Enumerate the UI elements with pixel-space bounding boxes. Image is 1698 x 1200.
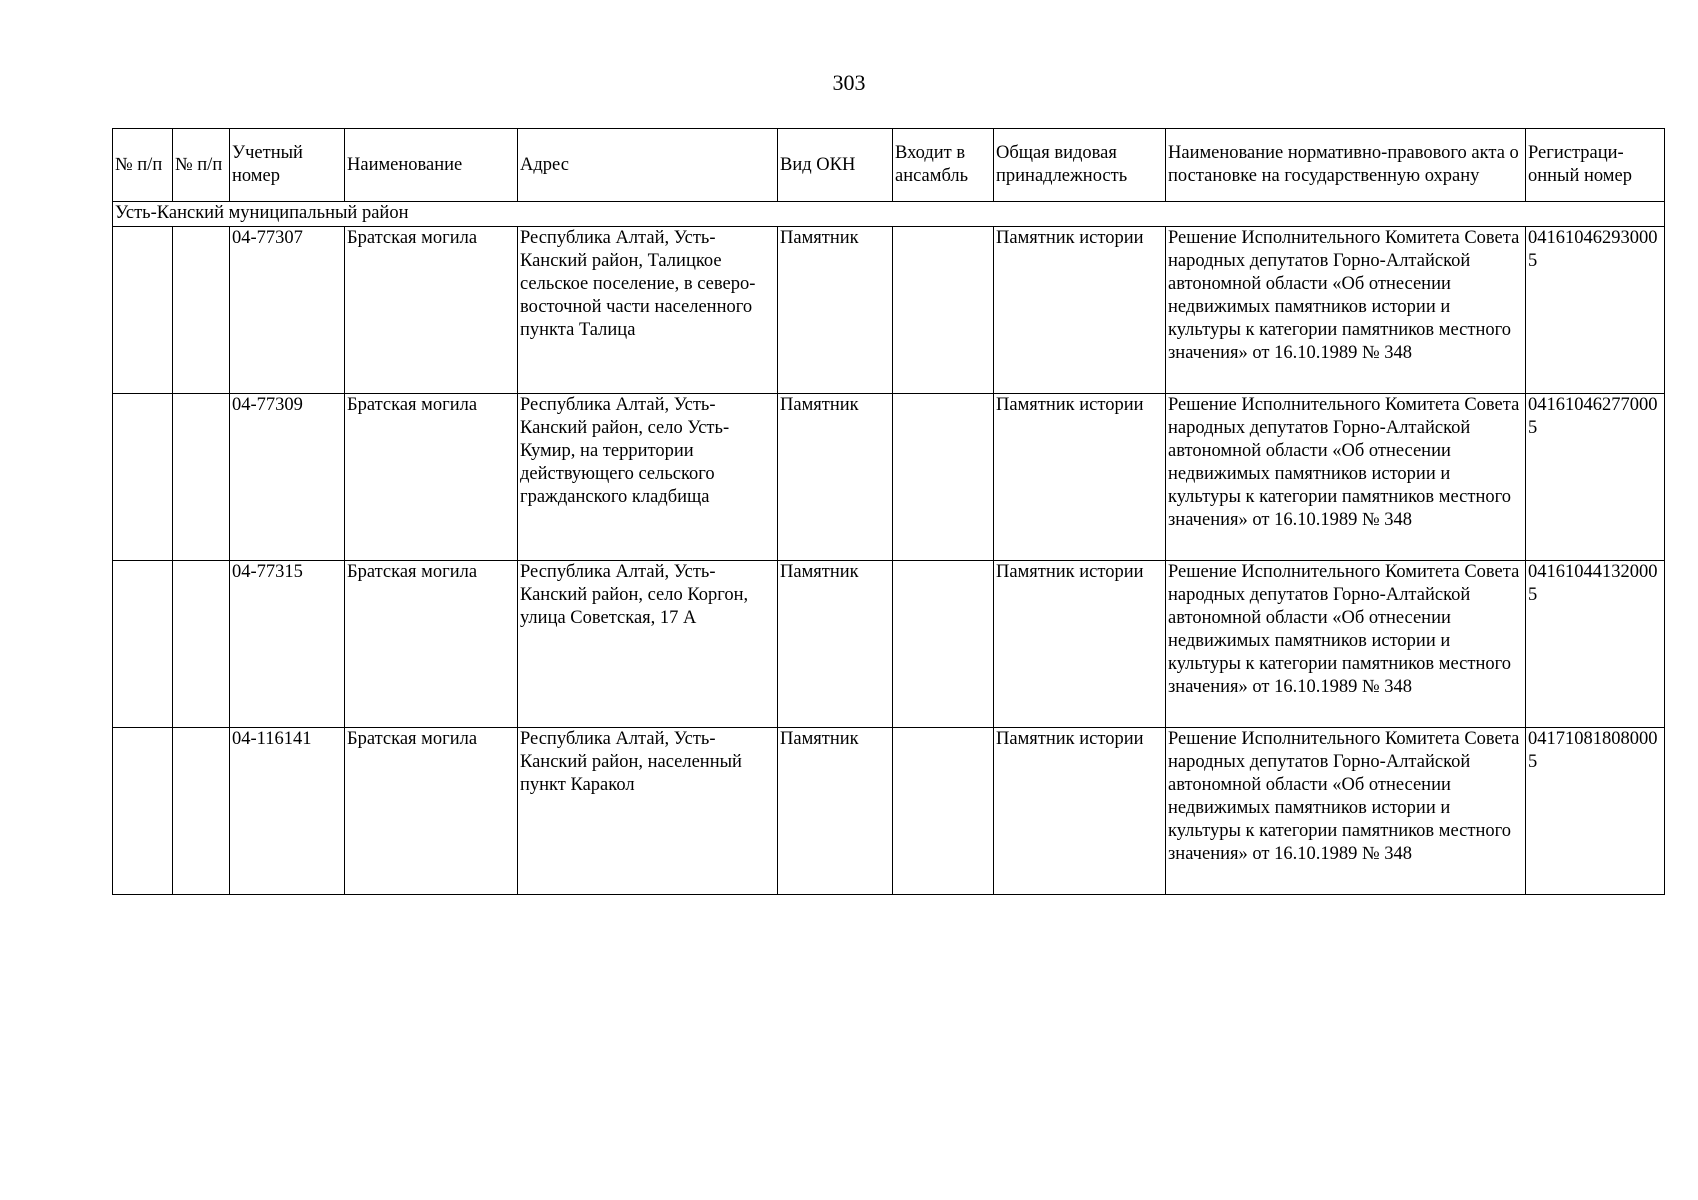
cell-reg-number: 041710818080005 [1526,728,1665,895]
table-header-row [113,129,1665,202]
table-row [113,728,1665,895]
cell-name: Братская могила [345,561,518,728]
header-address: Адрес [518,129,778,202]
header-category: Общая видовая принадлежность [994,129,1166,202]
header-account-number: Учетный номер [230,129,345,202]
cell-act: Решение Исполнительного Комитета Совета народных депутатов Горно-Алтайской автономной области «Об отнесении недвижимых памятников истории и культуры к категории памятников местного значения» от 16.10.1989 № 348 [1166,394,1526,561]
table-row [113,561,1665,728]
cell-reg-number: 041610462930005 [1526,227,1665,394]
cell-address: Республика Алтай, Усть-Канский район, населенный пункт Каракол [518,728,778,895]
cell-num-2 [173,561,230,728]
cell-act: Решение Исполнительного Комитета Совета народных депутатов Горно-Алтайской автономной области «Об отнесении недвижимых памятников истории и культуры к категории памятников местного значения» от 16.10.1989 № 348 [1166,728,1526,895]
cell-num-2 [173,728,230,895]
cell-name: Братская могила [345,227,518,394]
cell-okn-type: Памятник [778,561,893,728]
header-num-2: № п/п [173,129,230,202]
cell-address: Республика Алтай, Усть-Канский район, Талицкое сельское поселение, в северо-восточной части населенного пункта Талица [518,227,778,394]
cell-ensemble [893,394,994,561]
header-ensemble: Входит в ансамбль [893,129,994,202]
header-name: Наименование [345,129,518,202]
cell-name: Братская могила [345,728,518,895]
cell-address: Республика Алтай, Усть-Канский район, село Усть-Кумир, на территории действующего сельского гражданского кладбища [518,394,778,561]
header-okn-type: Вид ОКН [778,129,893,202]
header-act: Наименование нормативно-правового акта о постановке на государственную охрану [1166,129,1526,202]
cell-category: Памятник истории [994,561,1166,728]
cell-category: Памятник истории [994,227,1166,394]
cell-num-1 [113,728,173,895]
cell-category: Памятник истории [994,728,1166,895]
cell-name: Братская могила [345,394,518,561]
cell-ensemble [893,728,994,895]
cell-account-number: 04-116141 [230,728,345,895]
table-row [113,394,1665,561]
cell-num-1 [113,394,173,561]
header-num-1: № п/п [113,129,173,202]
cell-account-number: 04-77307 [230,227,345,394]
cell-reg-number: 041610462770005 [1526,394,1665,561]
cell-okn-type: Памятник [778,227,893,394]
cell-address: Республика Алтай, Усть-Канский район, село Коргон, улица Советская, 17 А [518,561,778,728]
cell-account-number: 04-77315 [230,561,345,728]
district-name: Усть-Канский муниципальный район [113,202,1665,227]
cell-reg-number: 041610441320005 [1526,561,1665,728]
cell-ensemble [893,227,994,394]
cell-okn-type: Памятник [778,394,893,561]
cell-act: Решение Исполнительного Комитета Совета народных депутатов Горно-Алтайской автономной области «Об отнесении недвижимых памятников истории и культуры к категории памятников местного значения» от 16.10.1989 № 348 [1166,227,1526,394]
table-row [113,227,1665,394]
cell-num-1 [113,227,173,394]
heritage-registry-table [112,128,1665,895]
cell-num-1 [113,561,173,728]
cell-account-number: 04-77309 [230,394,345,561]
page-number: 303 [832,70,866,95]
cell-act: Решение Исполнительного Комитета Совета народных депутатов Горно-Алтайской автономной области «Об отнесении недвижимых памятников истории и культуры к категории памятников местного значения» от 16.10.1989 № 348 [1166,561,1526,728]
cell-num-2 [173,227,230,394]
cell-okn-type: Памятник [778,728,893,895]
cell-ensemble [893,561,994,728]
district-row [113,202,1665,227]
header-reg-number: Регистраци-онный номер [1526,129,1665,202]
cell-category: Памятник истории [994,394,1166,561]
cell-num-2 [173,394,230,561]
